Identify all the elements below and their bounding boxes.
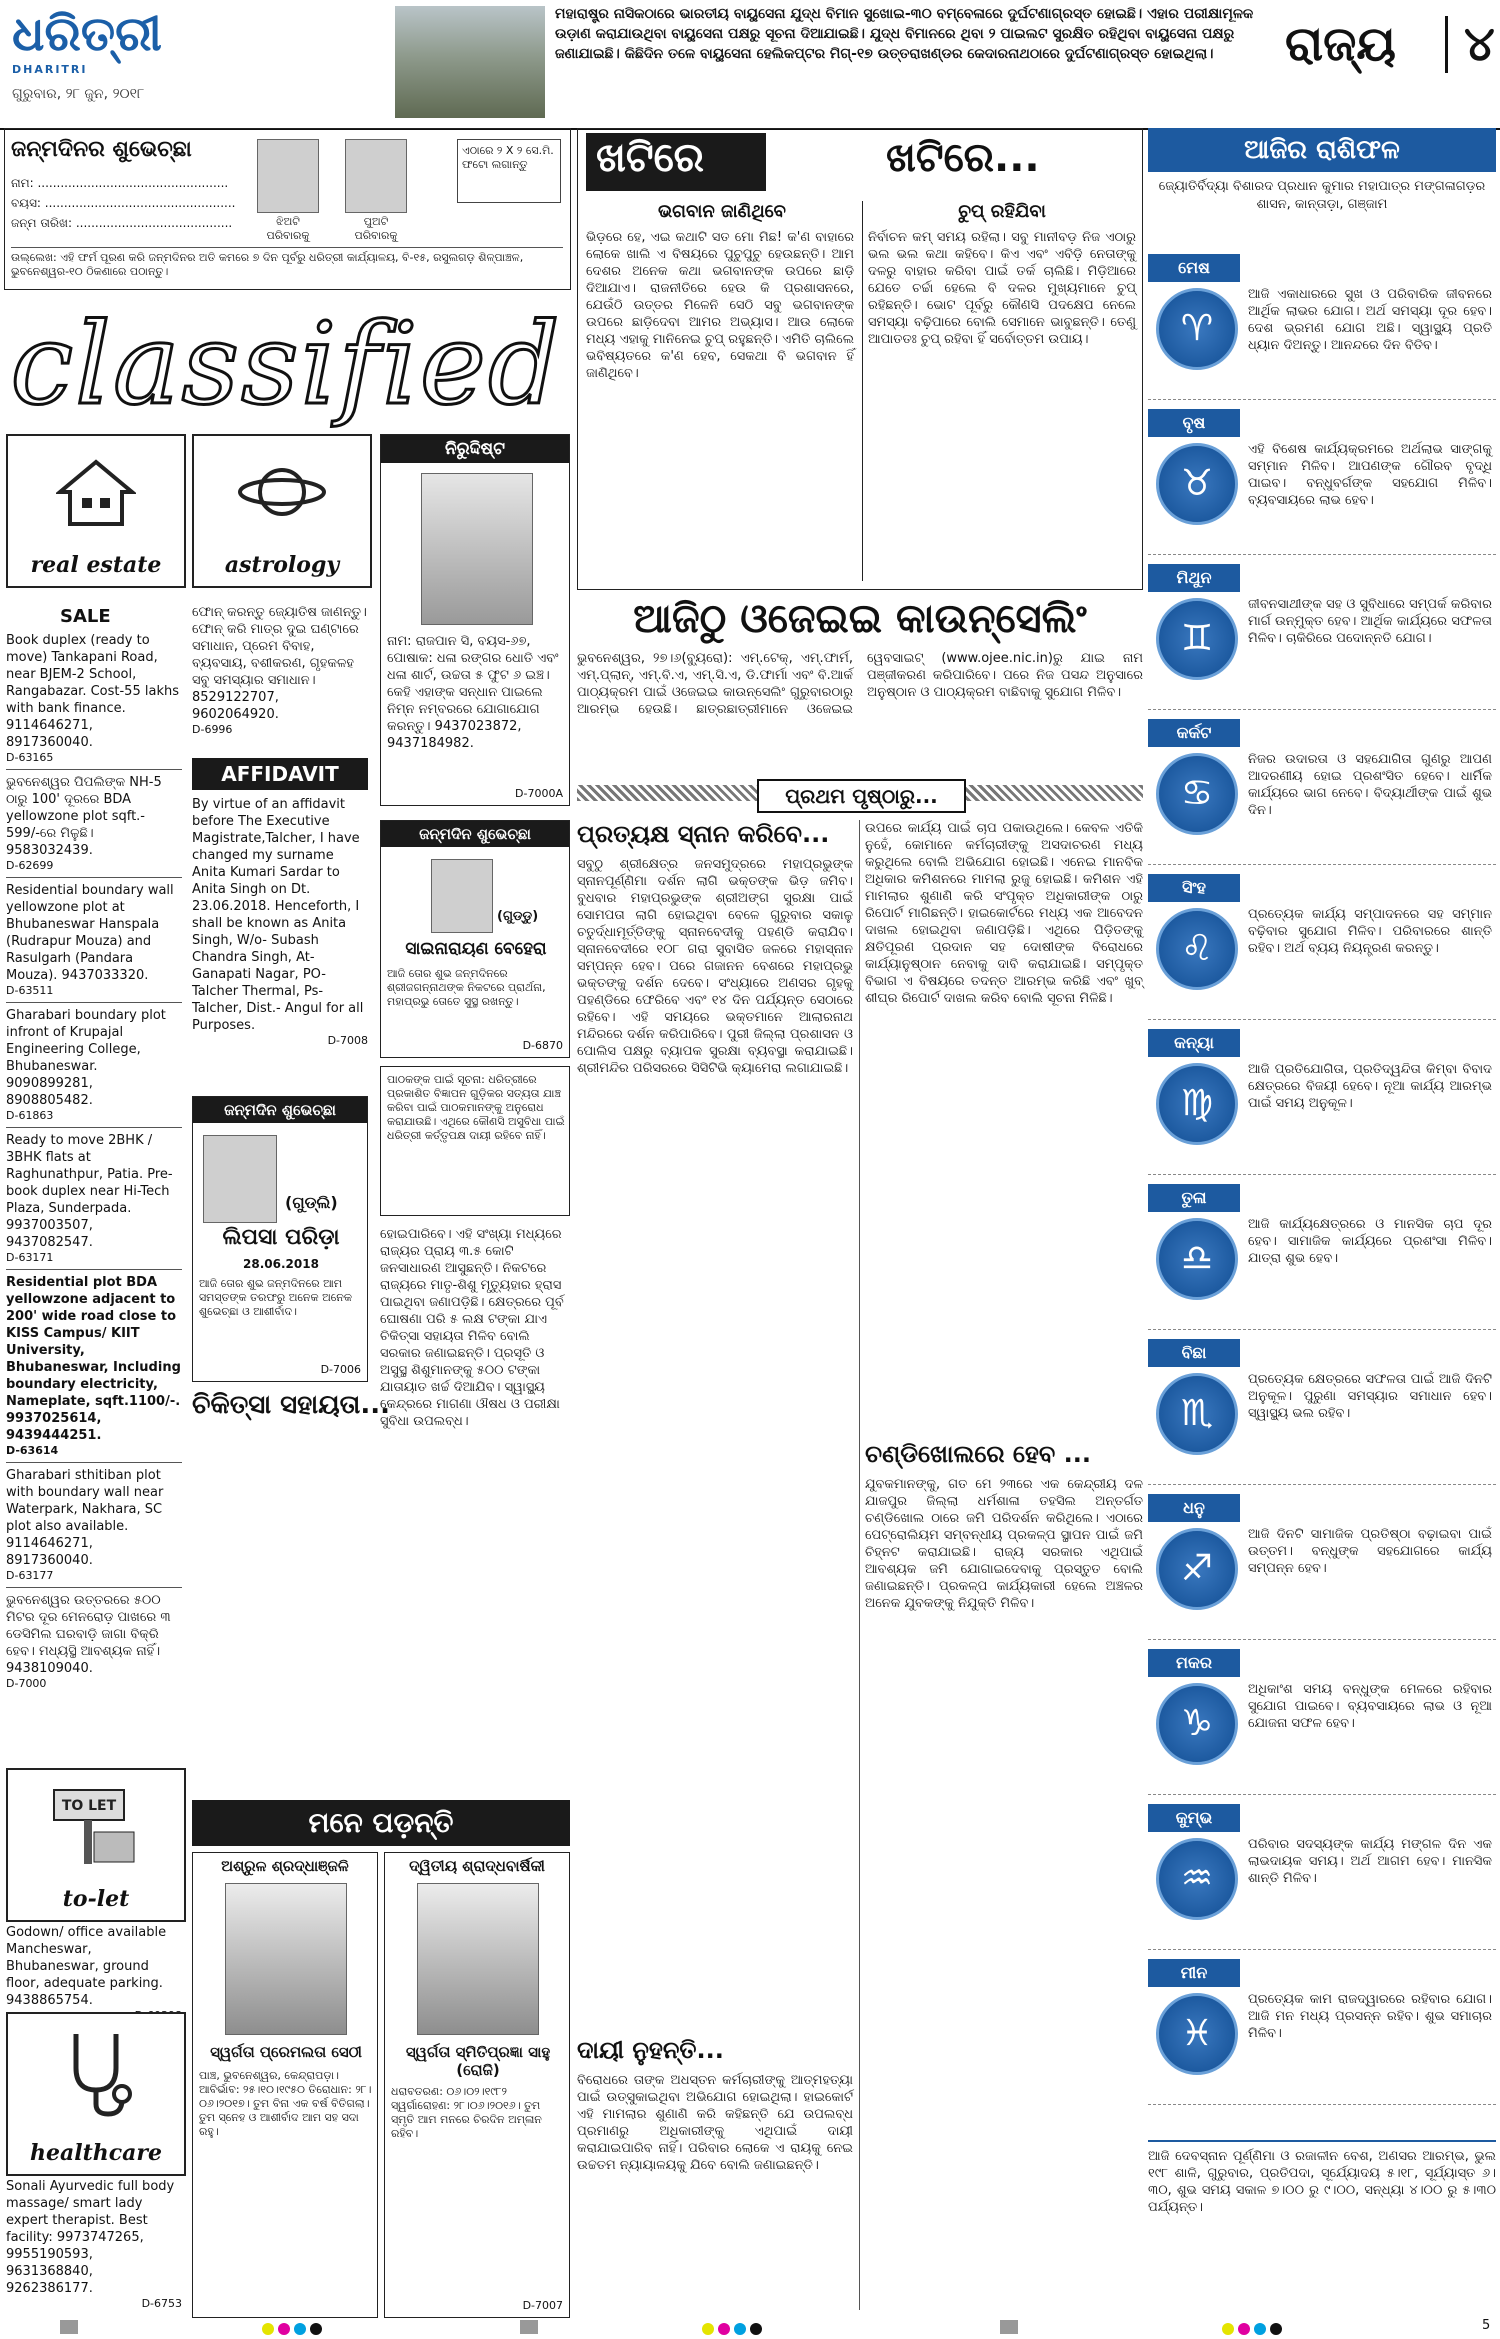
mane-padanti-title: ମନେ ପଡ଼ନ୍ତି — [192, 1800, 570, 1846]
health-story-text: ହୋଇପାରିବେ। ଏହି ସଂଖ୍ୟା ମଧ୍ୟରେ ରାଜ୍ୟର ପ୍ରାୟ ୩.୫ କୋଟି ଜନସାଧାରଣ ଆସୁଛନ୍ତି। ନିକଟରେ ରାଜ୍ୟରେ ମାତୃ-ଶିଶୁ ମୃତ୍ୟୁହାର ହ୍ରାସ ପାଇଥିବା ଜଣାପଡ଼ିଛି। କ୍ଷେତ୍ରରେ ପୂର୍ବ ଘୋଷଣା ପରି ୫ ଲକ୍ଷ ଟଙ୍କା ଯାଏ ଚିକିତ୍ସା ସହାୟତା ମିଳିବ ବୋଲି ସରକାର ଜଣାଇଛନ୍ତି। ପ୍ରସୂତି ଓ ଅସୁସ୍ଥ ଶିଶୁମାନଙ୍କୁ ୫୦୦ ଟଙ୍କା ଯାତାୟାତ ଖର୍ଚ୍ଚ ଦିଆଯିବ। ସ୍ୱାସ୍ଥ୍ୟ କେନ୍ଦ୍ରରେ ମାଗଣା ଔଷଧ ଓ ପରୀକ୍ଷା ସୁବିଧା ଉପଲବ୍ଧ। — [380, 1227, 564, 1429]
footer-page-number: 5 — [1482, 2318, 1491, 2333]
zodiac-symbol-icon: ♍ — [1156, 1063, 1238, 1145]
zodiac-forecast: ପ୍ରତ୍ୟେକ କ୍ଷେତ୍ରରେ ସଫଳତା ପାଇଁ ଆଜି ଦିନଟି ଅନୁକୂଳ। ପୁରୁଣା ସମସ୍ୟାର ସମାଧାନ ହେବ। ସ୍ୱାସ୍ଥ୍ୟ ଭଲ ରହିବ। — [1248, 1372, 1492, 1421]
lipsa-message: ଆଜି ତୋର ଶୁଭ ଜନ୍ମଦିନରେ ଆମ ସମସ୍ତଙ୍କ ତରଫରୁ ଅନେକ ଅନେକ ଶୁଭେଚ୍ଛା ଓ ଆଶୀର୍ବାଦ। — [199, 1277, 353, 1318]
zodiac-forecast: ଜୀବନସାଥୀଙ୍କ ସହ ଓ ସୁବିଧାରେ ସମ୍ପର୍କ କରିବାର ମାର୍ଗ ଉନ୍ମୁକ୍ତ ହେବ। ଆର୍ଥିକ କାର୍ଯ୍ୟରେ ସଫଳତା ମିଳିବ। ଚାକିରିରେ ପଦୋନ୍ନତି ଯୋଗ। — [1248, 597, 1492, 646]
khatire-left-head: ଭଗବାନ ଜାଣିଥିବେ — [658, 201, 786, 222]
to-let-caption: to-let — [62, 1886, 130, 1912]
zodiac-symbol-icon: ♓ — [1156, 1993, 1238, 2075]
list-item: Book duplex (ready to move) Tankapani Road, near BJEM-2 School, Rangabazar. Cost-55 lakhs with bank finance. 9114646271, 8917360040. D-63165 — [6, 633, 179, 764]
zodiac-name: ଧନୁ — [1148, 1494, 1240, 1522]
khatire-right-head: ଚୁପ୍ ରହିଯିବା — [958, 201, 1046, 222]
birthday-ad-sai: ଜନ୍ମଦିନ ଶୁଭେଚ୍ଛା (ଗୁଡ୍ଡୁ) ସାଇନାରାୟଣ ବେହେରା ଆଜି ତୋର ଶୁଭ ଜନ୍ମଦିନରେ ଶ୍ରୀଜଗନ୍ନାଥଙ୍କ ନିକଟରେ ପ୍ରାର୍ଥନା, ମହାପ୍ରଭୁ ତୋତେ ସୁସ୍ଥ ରଖନ୍ତୁ। D-6870 — [380, 820, 570, 1058]
obituary-right: ଦ୍ୱିତୀୟ ଶ୍ରାଦ୍ଧବାର୍ଷିକୀ ସ୍ୱର୍ଗତା ସ୍ମିତିପ୍ରଜ୍ଞା ସାହୁ (ରୋଜି) ଧରାବତରଣ: ୦୬।୦୨।୧୯୮୨ ସ୍ୱର୍ଗାରୋହଣ: ୨୮।୦୬।୨୦୧୬। ତୁମ ସ୍ମୃତି ଆମ ମନରେ ଚିରଦିନ ଅମ୍ଳାନ ରହିବ। D-7007 — [384, 1852, 570, 2318]
to-let-ad: Godown/ office available Mancheswar, Bhubaneswar, ground floor, adequate parking. 9438865754. — [6, 1925, 167, 2008]
birthday-form — [4, 128, 571, 290]
healthcare-ad: Sonali Ayurvedic full body massage/ smart lady expert therapist. Best facility: 9973747265, 9955190593, 9631368840, 9262386177. D-6753 — [6, 2179, 182, 2310]
zodiac-name: ମେଷ — [1148, 254, 1240, 282]
photo-placeholder: ଏଠାରେ ୨ X ୨ ସେ.ମି. ଫଟୋ ଲଗାନ୍ତୁ — [457, 139, 561, 203]
zodiac-forecast: ଅଧିକାଂଶ ସମୟ ବନ୍ଧୁଙ୍କ ମେଳରେ ରହିବାର ସୁଯୋଗ ପାଇବେ। ବ୍ୟବସାୟରେ ଲାଭ ଓ ନୂଆ ଯୋଜନା ସଫଳ ହେବ। — [1248, 1682, 1492, 1731]
zodiac-name: ବିଛା — [1148, 1339, 1240, 1367]
readers-note: ପାଠକଙ୍କ ପାଇଁ ସୂଚନା: ଧରିତ୍ରୀରେ ପ୍ରକାଶିତ ବିଜ୍ଞାପନ ଗୁଡ଼ିକର ସତ୍ୟତା ଯାଞ୍ଚ କରିବା ପାଇଁ ପାଠକମାନଙ୍କୁ ଅନୁରୋଧ କରାଯାଉଛି। ଏଥିରେ କୌଣସି ଅସୁବିଧା ପାଇଁ ଧରିତ୍ରୀ କର୍ତ୍ତୃପକ୍ଷ ଦାୟୀ ରହିବେ ନାହିଁ। — [380, 1066, 570, 1216]
print-marks-footer — [0, 2318, 1500, 2335]
birthday-lipsa-title: ଜନ୍ମଦିନ ଶୁଭେଚ୍ଛା — [193, 1097, 367, 1123]
zodiac-symbol-icon: ♎ — [1156, 1218, 1238, 1300]
khatire-right-text: ନିର୍ବାଚନ କମ୍ ସମୟ ରହିଲା। ସବୁ ମାନୀବଡ଼ ନିଜ ଏଠାରୁ ଭଲ ଭଲ କଥା କହିବେ। କିଏ ଏବଂ ଏବିଡ଼ି ନେତାଙ୍କୁ ଦଳରୁ ବାହାର କରିବା ପାଇଁ ତର୍କ ଚାଲିଛି। ମିଡ଼ିଆରେ ଯେତେ ଚର୍ଚ୍ଚା ହେଲେ ବି ଦଳର ମୁଖ୍ୟମାନେ ଚୁପ୍ ରହିଛନ୍ତି। ଭୋଟ ପୂର୍ବରୁ କୌଣସି ପଦକ୍ଷେପ ନେଲେ ସମସ୍ୟା ବଢ଼ିପାରେ ବୋଲି ସେମାନେ ଭାବୁଛନ୍ତି। ତେଣୁ ଆପାତତଃ ଚୁପ୍ ରହିବା ହିଁ ସର୍ବୋତ୍ତମ ଉପାୟ। — [868, 230, 1136, 347]
sai-photo — [431, 859, 493, 933]
healthcare-box — [6, 2012, 186, 2176]
zodiac-row — [1148, 715, 1496, 865]
girl-photo — [257, 139, 319, 213]
rashifala-title: ଆଜିର ରାଶିଫଳ — [1148, 128, 1496, 172]
to-let-sign-icon — [44, 1784, 148, 1868]
zodiac-symbol-icon: ♑ — [1156, 1683, 1238, 1765]
form-footnote: ଉଲ୍ଲେଖ: ଏହି ଫର୍ମ ପୂରଣ କରି ଜନ୍ମଦିନର ଅତି କମରେ ୭ ଦିନ ପୂର୍ବରୁ ଧରିତ୍ରୀ କାର୍ଯ୍ୟାଳୟ, ବି-୧୫, ରସୁଲଗଡ଼ ଶିଳ୍ପାଞ୍ଚଳ, ଭୁବନେଶ୍ୱର-୧୦ ଠିକଣାରେ ପଠାନ୍ତୁ। — [11, 247, 563, 279]
house-icon — [56, 458, 136, 528]
zodiac-row — [1148, 870, 1496, 1020]
sai-name: ସାଇନାରାୟଣ ବେହେରା — [405, 939, 547, 959]
lipsa-date: 28.06.2018 — [243, 1257, 319, 1271]
list-item: ଭୁବନେଶ୍ୱର ପିପଲିଙ୍କ NH-5 ଠାରୁ 100' ଦୂରରେ BDA yellowzone plot sqft.- 599/-ରେ ମିଳୁଛି। 9583032439. D-62699 — [6, 775, 162, 872]
birthday-ad-lipsa: ଜନ୍ମଦିନ ଶୁଭେଚ୍ଛା (ଗୁଡ୍ଲି) ଲିପସା ପରିଡ଼ା 28.06.2018 ଆଜି ତୋର ଶୁଭ ଜନ୍ମଦିନରେ ଆମ ସମସ୍ତଙ୍କ ତରଫରୁ ଅନେକ ଅନେକ ଶୁଭେଚ୍ଛା ଓ ଆଶୀର୍ବାଦ। D-7006 — [192, 1096, 368, 1382]
astrology-ad: ଫୋନ୍ କରନ୍ତୁ ଜ୍ୟୋତିଷ ଜାଣନ୍ତୁ। ଫୋନ୍ କରି ମାତ୍ର ଦୁଇ ଘଣ୍ଟାରେ ସମାଧାନ, ପ୍ରେମ ବିବାହ, ବ୍ୟବସାୟ, ବଶୀକରଣ, ଗୃହକଳହ ସବୁ ସମସ୍ୟାର ସମାଧାନ। 8529122707, 9602064920. D-6996 — [192, 605, 367, 736]
zodiac-row — [1148, 1025, 1496, 1175]
zodiac-row — [1148, 1490, 1496, 1640]
zodiac-row — [1148, 1800, 1496, 1950]
zodiac-forecast: ଆଜି ପ୍ରତିଯୋଗିତା, ପ୍ରତିଦ୍ୱନ୍ଦିତା କିମ୍ବା ବିବାଦ କ୍ଷେତ୍ରରେ ବିଜୟୀ ହେବେ। ନୂଆ କାର୍ଯ୍ୟ ଆରମ୍ଭ ପାଇଁ ସମୟ ଅନୁକୂଳ। — [1248, 1062, 1492, 1111]
lipsa-photo — [203, 1135, 277, 1223]
list-item: Gharabari boundary plot infront of Krupajal Engineering College, Bhubaneswar. 9090899281, 8908805482. D-61863 — [6, 1008, 166, 1122]
dayi-headline: ଦାୟୀ ନୁହନ୍ତି... — [577, 2036, 724, 2064]
khatire-column — [577, 128, 1143, 590]
snana-headline: ପ୍ରତ୍ୟକ୍ଷ ସ୍ନାନ କରିବେ... — [577, 820, 830, 848]
zodiac-forecast: ପରିବାର ସଦସ୍ୟଙ୍କ କାର୍ଯ୍ୟ ମଙ୍ଗଳ ଦିନ ଏକ ଲାଭଦାୟକ ସମୟ। ଅର୍ଥ ଆଗମ ହେବ। ମାନସିକ ଶାନ୍ତି ମିଳିବ। — [1248, 1837, 1492, 1886]
zodiac-row — [1148, 1180, 1496, 1330]
zodiac-forecast: ପ୍ରତ୍ୟେକ କାର୍ଯ୍ୟ ସମ୍ପାଦନରେ ସହ ସମ୍ମାନ ବଢ଼ିବାର ସୁଯୋଗ ମିଳିବ। ପରିବାରରେ ଶାନ୍ତି ରହିବ। ଅର୍ଥ ବ୍ୟୟ ନିୟନ୍ତ୍ରଣ କରନ୍ତୁ। — [1248, 907, 1492, 956]
zodiac-name: କର୍କଟ — [1148, 719, 1240, 747]
newspaper-logo[interactable] — [12, 6, 202, 76]
to-let-box — [6, 1768, 186, 1922]
name-field[interactable]: ନାମ: .................................................. — [11, 176, 229, 190]
khatire-title: ଖଟିରେ ଖଟିରେ... — [586, 133, 1134, 191]
zodiac-forecast: ଏହି ବିଶେଷ କାର୍ଯ୍ୟକ୍ରମରେ ଅର୍ଥଲାଭ ସାଙ୍ଗକୁ ସମ୍ମାନ ମିଳିବ। ଆପଣଙ୍କ ଗୌରବ ବୃଦ୍ଧି ପାଇବ। ବନ୍ଧୁବର୍ଗଙ୍କ ସହଯୋଗ ମିଳିବ। ବ୍ୟବସାୟରେ ଲାଭ ହେବ। — [1248, 442, 1492, 508]
zodiac-row — [1148, 560, 1496, 710]
zodiac-row — [1148, 1955, 1496, 2105]
logo-text: ଧରିତ୍ରୀ — [12, 6, 162, 62]
panji-text: ଆଜି ଦେବସ୍ନାନ ପୂର୍ଣ୍ଣିମା ଓ ରଜାଳୀନ ବେଶ, ଅଣସର ଆରମ୍ଭ, ଭୁଲ ୧୯୮ ଶାଳି, ଗୁରୁବାର, ପ୍ରତିପଦା, ସୂର୍ଯ୍ୟୋଦୟ ୫।୧୮, ସୂର୍ଯ୍ୟାସ୍ତ ୬।୩୦, ଶୁଭ ସମୟ ସକାଳ ୭।୦୦ ରୁ ୯।୦୦, ସନ୍ଧ୍ୟା ୪।୦୦ ରୁ ୫।୩୦ ପର୍ଯ୍ୟନ୍ତ। — [1148, 2140, 1496, 2216]
svg-text:TO LET: TO LET — [61, 1798, 117, 1814]
boy-caption: ପୁଅଟି ପରିବାରକୁ — [354, 215, 398, 242]
continued-section-bar — [577, 775, 1143, 815]
ojee-headline: ଆଜିଠୁ ଓଜେଇଇ କାଉନ୍ସେଲିଂ — [633, 596, 1087, 642]
zodiac-forecast: ଆଜି ଦିନଟି ସାମାଜିକ ପ୍ରତିଷ୍ଠା ବଢ଼ାଇବା ପାଇଁ ଉତ୍ତମ। ବନ୍ଧୁଙ୍କ ସହଯୋଗରେ କାର୍ଯ୍ୟ ସମ୍ପନ୍ନ ହେବ। — [1248, 1527, 1492, 1576]
zodiac-name: କନ୍ୟା — [1148, 1029, 1240, 1057]
section-title: ରାଜ୍ୟ — [1285, 16, 1396, 72]
zodiac-row — [1148, 405, 1496, 555]
birthday-form-title: ଜନ୍ମଦିନର ଶୁଭେଚ୍ଛା — [11, 137, 192, 162]
chandikhol-headline: ଚଣ୍ଡିଖୋଲରେ ହେବ ... — [865, 1440, 1091, 1468]
zodiac-forecast: ଆଜି ଏକାଧାରରେ ସୁଖ ଓ ପରିବାରିକ ଜୀବନରେ ଆର୍ଥିକ ଲାଭର ଯୋଗ। ଅର୍ଥ ସମସ୍ୟା ଦୂର ହେବ। ଦେଶ ଭ୍ରମଣ ଯୋଗ ଅଛି। ସ୍ୱାସ୍ଥ୍ୟ ପ୍ରତି ଧ୍ୟାନ ଦିଅନ୍ତୁ। ଆନନ୍ଦରେ ଦିନ ବିତିବ। — [1248, 287, 1492, 353]
astrology-box — [192, 434, 372, 588]
zodiac-name: କୁମ୍ଭ — [1148, 1804, 1240, 1832]
list-item: ଭୁବନେଶ୍ୱର ଉତ୍ତରରେ ୫୦୦ ମିଟର ଦୂର ମେନରୋଡ଼ ପାଖରେ ୩ ଡେସିମିଲ ଘରବାଡ଼ି ଜାଗା ବିକ୍ରି ହେବ। ମଧ୍ୟସ୍ଥି ଆବଶ୍ୟକ ନାହିଁ। 9438109040. D-7000 — [6, 1593, 171, 1690]
zodiac-name: ତୁଳା — [1148, 1184, 1240, 1212]
right-story-text: ଉପରେ କାର୍ଯ୍ୟ ପାଇଁ ଚାପ ପକାଉଥିଲେ। କେବଳ ଏତିକି ନୁହେଁ, କୋମାନେ କର୍ମଚାରୀଙ୍କୁ ଅସଦାଚରଣ ମଧ୍ୟ କରୁଥିଲେ ବୋଲି ଅଭିଯୋଗ ହୋଇଛି। ଏନେଇ ମାନବିକ ଅଧିକାର କମିଶନରେ ମାମଲା ରୁଜୁ ହୋଇଛି। କମିଶନ ଏହି ମାମଲାର ଶୁଣାଣି କରି ସଂପୃକ୍ତ ଅଧିକାରୀଙ୍କ ଠାରୁ ରିପୋର୍ଟ ମାଗିଛନ୍ତି। ହାଇକୋର୍ଟରେ ମଧ୍ୟ ଏକ ଆବେଦନ ଦାଖଲ ହୋଇଥିବା ଜଣାପଡ଼ିଛି। ଏଥିରେ ପିଡ଼ିତଙ୍କୁ କ୍ଷତିପୂରଣ ପ୍ରଦାନ ସହ ଦୋଷୀଙ୍କ ବିରୋଧରେ କାର୍ଯ୍ୟାନୁଷ୍ଠାନ ନେବାକୁ ଦାବି କରାଯାଇଛି। ସମ୍ପୃକ୍ତ ବିଭାଗ ଏ ବିଷୟରେ ତଦନ୍ତ ଆରମ୍ଭ କରିଛି ଏବଂ ଖୁବ୍ ଶୀଘ୍ର ରିପୋର୍ଟ ଦାଖଲ କରିବ ବୋଲି ସୂଚନା ମିଳିଛି। — [865, 821, 1143, 1006]
real-estate-caption: real estate — [30, 552, 162, 578]
sai-nickname: (ଗୁଡ୍ଡୁ) — [497, 909, 539, 924]
dayi-text: ବିରୋଧରେ ତାଙ୍କ ଅଧସ୍ତନ କର୍ମଚାରୀଙ୍କୁ ଆତ୍ମହତ୍ୟା ପାଇଁ ଉତ୍ସୁକାଇଥିବା ଅଭିଯୋଗ ହୋଇଥିଲା। ହାଇକୋର୍ଟ ଏହି ମାମଲାର ଶୁଣାଣି କରି କହିଛନ୍ତି ଯେ ଉପଲବ୍ଧ ପ୍ରମାଣରୁ ଅଧିକାରୀଙ୍କୁ ଏଥିପାଇଁ ଦାୟୀ କରାଯାଇପାରିବ ନାହିଁ। ପରିବାର ଲୋକେ ଏ ରାୟକୁ ନେଇ ଉଚ୍ଚତମ ନ୍ୟାୟାଳୟକୁ ଯିବେ ବୋଲି ଜଣାଇଛନ୍ତି। — [577, 2073, 853, 2173]
zodiac-forecast: ଆଜି କାର୍ଯ୍ୟକ୍ଷେତ୍ରରେ ଓ ମାନସିକ ଚାପ ଦୂର ହେବ। ସାମାଜିକ କାର୍ଯ୍ୟରେ ପ୍ରଶଂସା ମିଳିବ। ଯାତ୍ରା ଶୁଭ ହେବ। — [1248, 1217, 1492, 1266]
zodiac-row — [1148, 1645, 1496, 1795]
page-number: ୪ — [1445, 16, 1495, 73]
list-item: Gharabari sthitiban plot with boundary wall near Waterpark, Nakhara, SC plot also available. 9114646271, 8917360040. D-63177 — [6, 1468, 164, 1582]
lipsa-nickname: (ଗୁଡ୍ଲି) — [285, 1193, 338, 1212]
dob-field[interactable]: ଜନ୍ମ ତାରିଖ: ......................................... — [11, 216, 233, 230]
logo-subtitle: DHARITRI — [12, 63, 88, 76]
zodiac-name: ମିଥୁନ — [1148, 564, 1240, 592]
snana-text: ସବୁଠୁ ଶ୍ରୀକ୍ଷେତ୍ର ଜନସମୁଦ୍ରରେ ମହାପ୍ରଭୁଙ୍କ ସ୍ନାନପୂର୍ଣ୍ଣିମା ଦର୍ଶନ ଲାଗି ଭକ୍ତଙ୍କ ଭିଡ଼ ଜମିବ। ବୁଧବାର ମହାପ୍ରଭୁଙ୍କ ଶ୍ରୀଅଙ୍ଗ ସୁରକ୍ଷା ପାଇଁ ସୋମପତା ଲାଗି ହୋଇଥିବା ବେଳେ ଗୁରୁବାର ସକାଳୁ ଚତୁର୍ଦ୍ଧାମୂର୍ତ୍ତିଙ୍କୁ ସ୍ନାନବେଦୀକୁ ପହଣ୍ଡି କରାଯିବ। ସ୍ନାନବେଦୀରେ ୧୦୮ ଗରା ସୁବାସିତ ଜଳରେ ମହାସ୍ନାନ ସମ୍ପନ୍ନ ହେବ। ପରେ ଗଜାନନ ବେଶରେ ମହାପ୍ରଭୁ ଭକ୍ତଙ୍କୁ ଦର୍ଶନ ଦେବେ। ସଂଧ୍ୟାରେ ଅଣସର ଗୃହକୁ ପହଣ୍ଡିରେ ଫେରିବେ ଏବଂ ୧୪ ଦିନ ପର୍ଯ୍ୟନ୍ତ ସେଠାରେ ରହିବେ। ଏହି ସମୟରେ ଭକ୍ତମାନେ ଆଲାରନାଥ ମନ୍ଦିରରେ ଦର୍ଶନ କରିପାରିବେ। ପୁରୀ ଜିଲ୍ଲା ପ୍ରଶାସନ ଓ ପୋଲିସ ପକ୍ଷରୁ ବ୍ୟାପକ ସୁରକ୍ଷା ବ୍ୟବସ୍ଥା କରାଯାଇଛି। ଶ୍ରୀମନ୍ଦିର ପରିସରରେ ସିସିଟିଭି କ୍ୟାମେରା ଲଗାଯାଇଛି। — [577, 857, 853, 1076]
issue-date: ଗୁରୁବାର, ୨୮ ଜୁନ, ୨୦୧୮ — [12, 86, 145, 102]
rashifala-author: ଜ୍ୟୋତିର୍ବିଦ୍ୟା ବିଶାରଦ ପ୍ରଧାନ କୁମାର ମହାପାତ୍ର ମଙ୍ଗଳାଗଡ଼ର ଶାସନ, କାନ୍ତାଡ଼ା, ଗଞ୍ଜାମ — [1158, 179, 1486, 212]
affidavit-text: By virtue of an affidavit before The Executive Magistrate,Talcher, I have changed my surname Anita Kumari Sardar to Anita Singh on Dt. 23.06.2018. Henceforth, I shall be known as Anita Singh, W/o- Subash Chandra Singh, At-Ganapati Nagar, PO-Talcher Thermal, Ps-Talcher, Dist.- Angul for all Purposes. — [192, 797, 364, 1033]
missing-person-ad: ନିରୁଦ୍ଦିଷ୍ଟ ନାମ: ରାଜପାନ ସି, ବୟସ-୬୭, ପୋଷାକ: ଧଳା ରଙ୍ଗର ଧୋତି ଏବଂ ଧଳା ଶାର୍ଟ, ଉଚ୍ଚତା ୫ ଫୁଟ ୬ ଇଞ୍ଚ। କେହି ଏହାଙ୍କ ସନ୍ଧାନ ପାଇଲେ ନିମ୍ନ ନମ୍ବରରେ ଯୋଗାଯୋଗ କରନ୍ତୁ। 9437023872, 9437184982. D-7000A — [380, 434, 570, 806]
classified-banner: classified — [10, 300, 562, 430]
masthead — [0, 0, 1500, 130]
khatire-left-text: ଭିଡ଼ରେ ହେ, ଏଇ କଥାଟି ସତ ମୋ ମିଛ! କ'ଣ ବାହାରେ ଲୋକେ ଖାଲି ଏ ବିଷୟରେ ପୁଚୁପୁଚୁ ହେଉଛନ୍ତି। ଆମ ଦେଶର ଅନେକ କଥା ଭଗବାନଙ୍କ ଉପରେ ଛାଡ଼ି ଦିଆଯାଏ। ରାଜନୀତିରେ ହେଉ କି ପ୍ରଶାସନରେ, ଯେଉଁଠି ଉତ୍ତର ମିଳେନି ସେଠି ସବୁ ଭଗବାନଙ୍କ ଉପରେ ଛାଡ଼ିଦେବା ଆମର ଅଭ୍ୟାସ। ଆଉ ଲୋକେ ମଧ୍ୟ ଏହାକୁ ମାନିନେଇ ଚୁପ୍ ରହୁଛନ୍ତି। ଏମିତି ଚାଲିଲେ ଭବିଷ୍ୟତରେ କ'ଣ ହେବ, ସେକଥା ବି ଭଗବାନ ହିଁ ଜାଣିଥିବେ। — [586, 230, 854, 381]
zodiac-forecast: ପ୍ରତ୍ୟେକ କାମ ରାଜଦ୍ୱାରରେ ରହିବାର ଯୋଗ। ଆଜି ମନ ମଧ୍ୟ ପ୍ରସନ୍ନ ରହିବ। ଶୁଭ ସମାଚାର ମିଳିବ। — [1248, 1992, 1492, 2041]
missing-person-photo — [421, 473, 533, 625]
zodiac-forecast: ନିଜର ଉଦାରତା ଓ ସହଯୋଗିତା ଗୁଣରୁ ଆପଣ ଆଦରଣୀୟ ହୋଇ ପ୍ରଶଂସିତ ହେବେ। ଧାର୍ମିକ କାର୍ଯ୍ୟରେ ଭାଗ ନେବେ। ବିଦ୍ୟାର୍ଥୀଙ୍କ ପାଇଁ ଶୁଭ ଦିନ। — [1248, 752, 1492, 818]
astrology-caption: astrology — [224, 552, 340, 578]
obituary-left: ଅଶ୍ରୁଳ ଶ୍ରଦ୍ଧାଞ୍ଜଳି ସ୍ୱର୍ଗତା ପ୍ରେମଲତା ସେଠୀ ପାଞ୍ଚ, ଭୁବନେଶ୍ୱର, କେନ୍ଦ୍ରାପଡ଼ା। ଆବିର୍ଭାବ: ୨୫।୧୦।୧୯୫୦ ତିରୋଧାନ: ୨୮।୦୬।୨୦୧୭। ତୁମ ବିନା ଏକ ବର୍ଷ ବିତିଗଲା। ତୁମ ସ୍ନେହ ଓ ଆଶୀର୍ବାଦ ଆମ ସହ ସଦା ରହୁ। — [192, 1852, 378, 2318]
ojee-text: ଭୁବନେଶ୍ୱର, ୨୭।୬(ବ୍ୟୁରୋ): ଏମ୍.ଟେକ୍, ଏମ୍.ଫାର୍ମ, ଏମ୍.ପ୍ଲାନ୍, ଏମ୍.ବି.ଏ, ଏମ୍.ସି.ଏ, ଡି.ଫାର୍ମା ଏବଂ ବି.ଆର୍କ ପାଠ୍ୟକ୍ରମ ପାଇଁ ଓଜେଇଇ କାଉନ୍ସେଲିଂ ଗୁରୁବାରଠାରୁ ଆରମ୍ଭ ହେଉଛି। ଛାତ୍ରଛାତ୍ରୀମାନେ ଓଜେଇଇ ୱେବସାଇଟ୍ (www.ojee.nic.in)ରୁ ଯାଇ ନାମ ପଞ୍ଜୀକରଣ କରିପାରିବେ। ପରେ ନିଜ ପସନ୍ଦ ଅନୁସାରେ ଅନୁଷ୍ଠାନ ଓ ପାଠ୍ୟକ୍ରମ ବାଛିବାକୁ ସୁଯୋଗ ମିଳିବ। — [577, 651, 1143, 717]
real-estate-ads — [6, 632, 182, 1691]
boy-photo — [345, 139, 407, 213]
planet-icon — [238, 452, 326, 532]
sai-message: ଆଜି ତୋର ଶୁଭ ଜନ୍ମଦିନରେ ଶ୍ରୀଜଗନ୍ନାଥଙ୍କ ନିକଟରେ ପ୍ରାର୍ଥନା, ମହାପ୍ରଭୁ ତୋତେ ସୁସ୍ଥ ରଖନ୍ତୁ। — [387, 967, 546, 1008]
zodiac-symbol-icon: ♐ — [1156, 1528, 1238, 1610]
zodiac-row — [1148, 1335, 1496, 1485]
age-field[interactable]: ବୟସ: .................................................. — [11, 196, 236, 210]
missing-title: ନିରୁଦ୍ଦିଷ୍ଟ — [381, 435, 569, 463]
birthday-sai-title: ଜନ୍ମଦିନ ଶୁଭେଚ୍ଛା — [381, 821, 569, 847]
zodiac-symbol-icon: ♋ — [1156, 753, 1238, 835]
affidavit-title: AFFIDAVIT — [192, 758, 368, 790]
missing-details: ନାମ: ରାଜପାନ ସି, ବୟସ-୬୭, ପୋଷାକ: ଧଳା ରଙ୍ଗର ଧୋତି ଏବଂ ଧଳା ଶାର୍ଟ, ଉଚ୍ଚତା ୫ ଫୁଟ ୬ ଇଞ୍ଚ। କେହି ଏହାଙ୍କ ସନ୍ଧାନ ପାଇଲେ ନିମ୍ନ ନମ୍ବରରେ ଯୋଗାଯୋଗ କରନ୍ତୁ। 9437023872, 9437184982. — [387, 634, 559, 751]
zodiac-symbol-icon: ♌ — [1156, 908, 1238, 990]
obituary-right-photo — [417, 1883, 539, 2035]
zodiac-symbol-icon: ♉ — [1156, 443, 1238, 525]
list-item: Ready to move 2BHK / 3BHK flats at Raghunathpur, Patia. Pre-book duplex near Hi-Tech Plaza, Sunderpada. 9937003507, 9437082547. D-63171 — [6, 1133, 173, 1264]
real-estate-box — [6, 434, 186, 588]
sale-heading: SALE — [60, 606, 111, 627]
zodiac-symbol-icon: ♒ — [1156, 1838, 1238, 1920]
health-headline: ଚିକିତ୍ସା ସହାୟତା... — [192, 1390, 390, 1420]
chandikhol-text: ଯୁବକମାନଙ୍କୁ, ଗତ ମେ ୨୩ରେ ଏକ କେନ୍ଦ୍ରୀୟ ଦଳ ଯାଜପୁର ଜିଲ୍ଲା ଧର୍ମଶାଳା ତହସିଲ ଅନ୍ତର୍ଗତ ଚଣ୍ଡିଖୋଲ ଠାରେ ଜମି ପରିଦର୍ଶନ କରିଥିଲେ। ଏଠାରେ ପେଟ୍ରୋଲିୟମ ସମ୍ବନ୍ଧୀୟ ପ୍ରକଳ୍ପ ସ୍ଥାପନ ପାଇଁ ଜମି ଚିହ୍ନଟ କରାଯାଇଛି। ରାଜ୍ୟ ସରକାର ଏଥିପାଇଁ ଆବଶ୍ୟକ ଜମି ଯୋଗାଇଦେବାକୁ ପ୍ରସ୍ତୁତ ବୋଲି ଜଣାଇଛନ୍ତି। ପ୍ରକଳ୍ପ କାର୍ଯ୍ୟକାରୀ ହେଲେ ଅଞ୍ଚଳର ଅନେକ ଯୁବକଙ୍କୁ ନିଯୁକ୍ତି ମିଳିବ। — [865, 1477, 1143, 1611]
girl-caption: ଝିଅଟି ପରିବାରକୁ — [266, 215, 310, 242]
continued-label: ପ୍ରଥମ ପୃଷ୍ଠାରୁ... — [757, 779, 966, 813]
zodiac-symbol-icon: ♊ — [1156, 598, 1238, 680]
healthcare-caption: healthcare — [30, 2140, 162, 2166]
crash-photo — [395, 6, 545, 118]
zodiac-name: ସିଂହ — [1148, 874, 1240, 902]
zodiac-name: ମୀନ — [1148, 1959, 1240, 1987]
lipsa-name: ଲିପସା ପରିଡ଼ା — [222, 1225, 340, 1250]
lead-story-text: ମହାରାଷ୍ଟ୍ର ନାସିକଠାରେ ଭାରତୀୟ ବାୟୁସେନା ଯୁଦ୍ଧ ବିମାନ ସୁଖୋଇ-୩୦ ବମ୍ବେଳାରେ ଦୁର୍ଘଟଣାଗ୍ରସ୍ତ ହୋଇଛି। ଏହାର ପରୀକ୍ଷାମୂଳକ ଉଡ଼ାଣ କରାଯାଉଥିବା ବାୟୁସେନା ପକ୍ଷରୁ ସୂଚନା ଦିଆଯାଇଛି। ଯୁଦ୍ଧ ବିମାନରେ ଥିବା ୨ ପାଇଲଟ ସୁରକ୍ଷିତ ରହିଥିବା ବାୟୁସେନା ପକ୍ଷରୁ ଜଣାଯାଇଛି। କିଛିଦିନ ତଳେ ବାୟୁସେନା ହେଲିକପ୍ଟର ମିଗ୍-୧୭ ଉତ୍ତରାଖଣ୍ଡର କେଦାରନାଥଠାରେ ଦୁର୍ଘଟଣାଗ୍ରସ୍ତ ହୋଇଥିଲା। — [555, 6, 1254, 62]
zodiac-symbol-icon: ♈ — [1156, 288, 1238, 370]
zodiac-name: ମକର — [1148, 1649, 1240, 1677]
zodiac-row — [1148, 250, 1496, 400]
zodiac-symbol-icon: ♏ — [1156, 1373, 1238, 1455]
zodiac-name: ବୃଷ — [1148, 409, 1240, 437]
list-item: Residential boundary wall yellowzone plot at Bhubaneswar Hanspala (Rudrapur Mouza) and Rasulgarh (Pandara Mouza). 9437033320. D-63511 — [6, 883, 174, 997]
stethoscope-icon — [56, 2028, 136, 2118]
obituary-left-photo — [225, 1883, 347, 2035]
list-item: Residential plot BDA yellowzone adjacent to 200' wide road close to KISS Campus/ KIIT University, Bhubaneswar, Including boundary electricity, Nameplate, sqft.1100/-. 9937025614, 9439444251. D-63614 — [6, 1275, 181, 1457]
